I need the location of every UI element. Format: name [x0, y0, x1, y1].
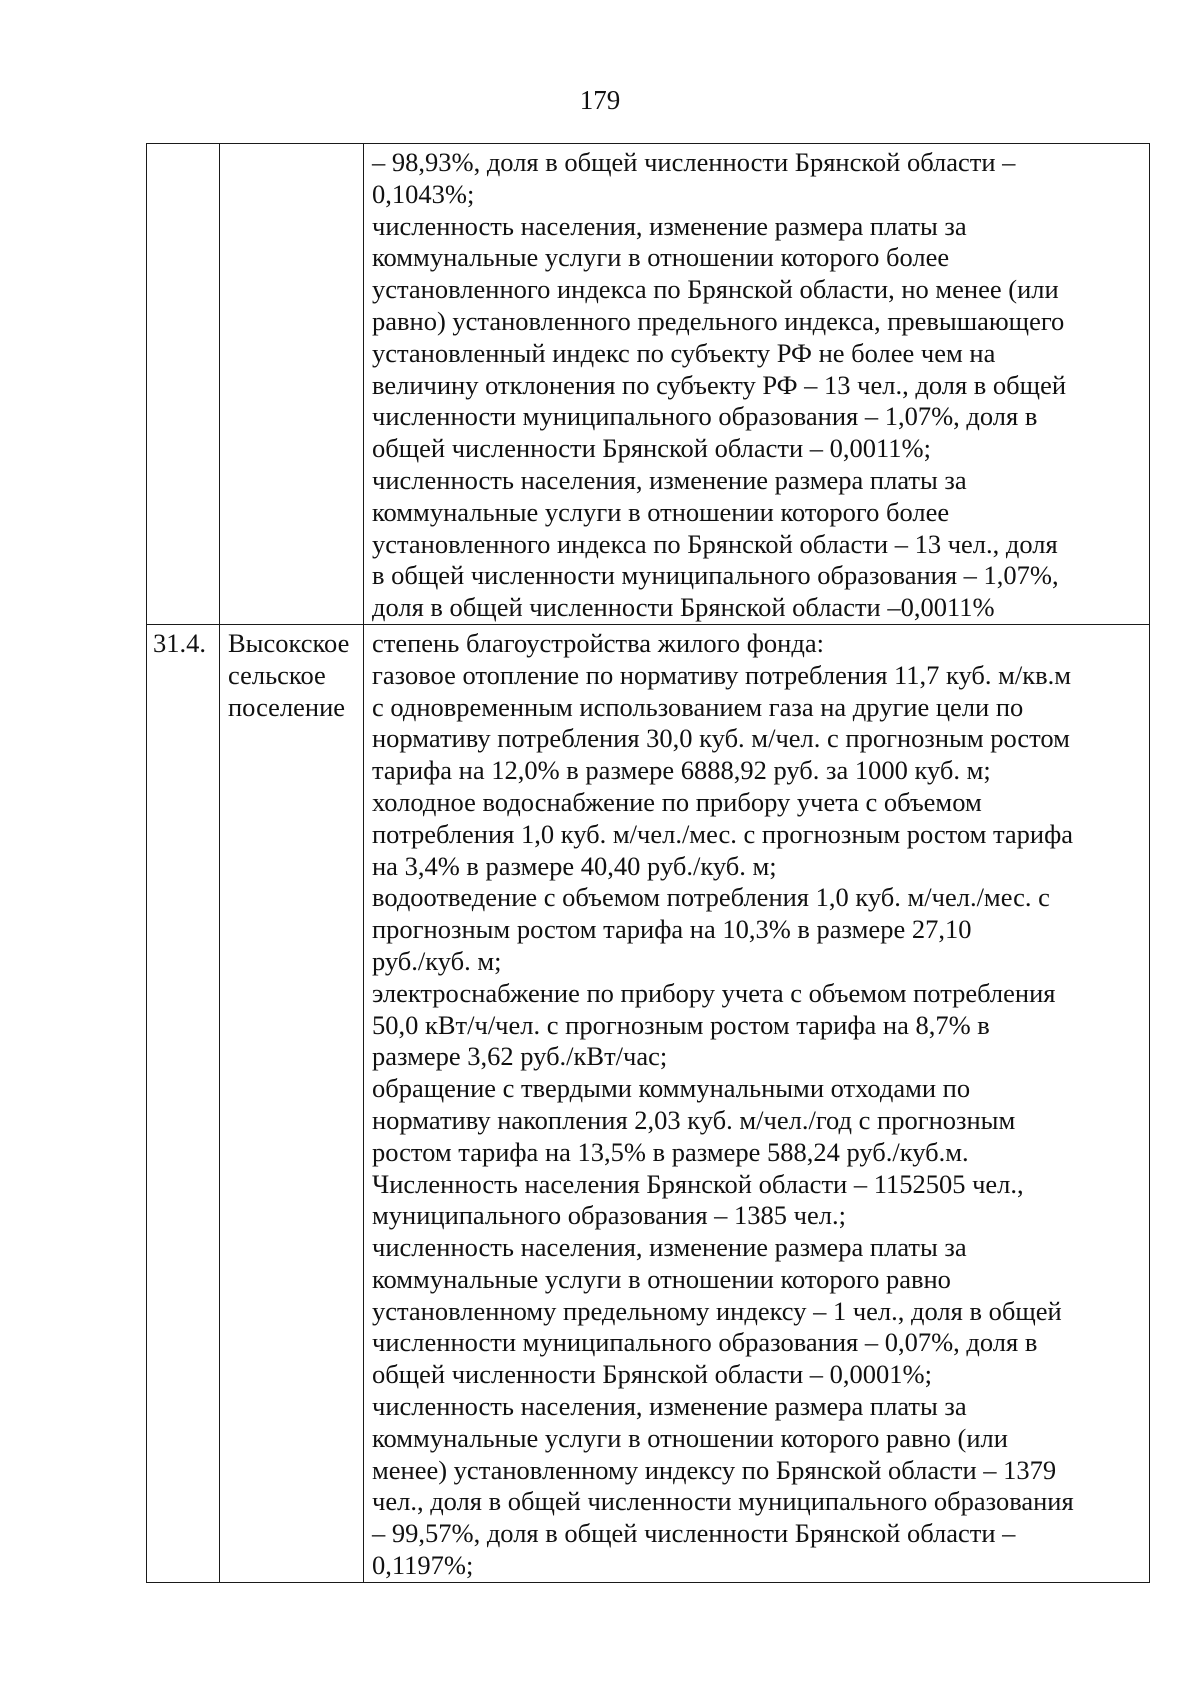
- table-row: [147, 624, 1150, 1582]
- text-line: прогнозным ростом тарифа на 10,3% в размере 27,10: [372, 914, 972, 945]
- text-line: 0,1197%;: [372, 1550, 474, 1581]
- text-line: 50,0 кВт/ч/чел. с прогнозным ростом тарифа на 8,7% в: [372, 1009, 990, 1040]
- municipality-name: [220, 625, 363, 723]
- row-number: 31.4.: [153, 627, 206, 658]
- description-cell: [364, 144, 1150, 625]
- text-line: холодное водоснабжение по прибору учета с объемом: [372, 786, 982, 817]
- text-line: ростом тарифа на 13,5% в размере 588,24 руб./куб.м.: [372, 1136, 969, 1167]
- text-line: с одновременным использованием газа на другие цели по: [372, 691, 1024, 722]
- text-line: численности муниципального образования – 0,07%, доля в: [372, 1327, 1038, 1358]
- text-line: численность населения, изменение размера платы за: [372, 210, 967, 241]
- row-number-cell: [147, 624, 220, 1582]
- text-line: коммунальные услуги в отношении которого более: [372, 242, 950, 273]
- text-line: чел., доля в общей численности муниципального образования: [372, 1486, 1074, 1517]
- row-number: [147, 144, 219, 147]
- text-line: – 99,57%, доля в общей численности Брянской области –: [372, 1518, 1016, 1549]
- text-line: численности муниципального образования – 1,07%, доля в: [372, 401, 1038, 432]
- text-line: коммунальные услуги в отношении которого равно: [372, 1263, 951, 1294]
- text-line: муниципального образования – 1385 чел.;: [372, 1200, 846, 1231]
- text-line: газовое отопление по нормативу потребления 11,7 куб. м/кв.м: [372, 659, 1072, 690]
- text-line: на 3,4% в размере 40,40 руб./куб. м;: [372, 850, 777, 881]
- table-row: [147, 144, 1150, 625]
- municipality-name: [220, 144, 363, 147]
- text-line: численность населения, изменение размера платы за: [372, 1391, 967, 1422]
- text-line: водоотведение с объемом потребления 1,0 куб. м/чел./мес. с: [372, 882, 1050, 913]
- text-line: поселение: [228, 691, 346, 722]
- text-line: коммунальные услуги в отношении которого равно (или: [372, 1422, 1008, 1453]
- text-line: нормативу потребления 30,0 куб. м/чел. с прогнозным ростом: [372, 723, 1070, 754]
- text-line: Численность населения Брянской области – 1152505 чел.,: [372, 1168, 1024, 1199]
- text-line: установленного индекса по Брянской области, но менее (или: [372, 274, 1059, 305]
- description-text: [364, 144, 1149, 624]
- text-line: установленного индекса по Брянской области – 13 чел., доля: [372, 528, 1058, 559]
- municipality-name-cell: [220, 144, 364, 625]
- text-line: – 98,93%, доля в общей численности Брянской области –: [372, 147, 1016, 177]
- text-line: обращение с твердыми коммунальными отходами по: [372, 1073, 971, 1104]
- text-line: численность населения, изменение размера платы за: [372, 464, 967, 495]
- text-line: в общей численности муниципального образования – 1,07%,: [372, 560, 1059, 591]
- text-line: руб./куб. м;: [372, 945, 502, 976]
- page-number: 179: [579, 85, 621, 115]
- row-number-cell: [147, 144, 220, 625]
- text-line: Высокское: [228, 627, 350, 658]
- text-line: коммунальные услуги в отношении которого более: [372, 496, 950, 527]
- text-line: тарифа на 12,0% в размере 6888,92 руб. за 1000 куб. м;: [372, 755, 991, 786]
- text-line: установленному предельному индексу – 1 чел., доля в общей: [372, 1295, 1062, 1326]
- text-line: степень благоустройства жилого фонда:: [372, 627, 824, 658]
- municipal-data-table: [146, 143, 1150, 1583]
- text-line: общей численности Брянской области – 0,0001%;: [372, 1359, 932, 1390]
- text-line: размере 3,62 руб./кВт/час;: [372, 1041, 668, 1072]
- text-line: электроснабжение по прибору учета с объемом потребления: [372, 977, 1056, 1008]
- description-cell: [364, 624, 1150, 1582]
- description-text: [364, 625, 1149, 1582]
- text-line: численность населения, изменение размера платы за: [372, 1232, 967, 1263]
- text-line: установленный индекс по субъекту РФ не более чем на: [372, 337, 996, 368]
- text-line: доля в общей численности Брянской области –0,0011%: [372, 592, 995, 623]
- text-line: 0,1043%;: [372, 178, 475, 209]
- text-line: сельское: [228, 659, 326, 690]
- text-line: равно) установленного предельного индекса, превышающего: [372, 305, 1065, 336]
- text-line: менее) установленному индексу по Брянской области – 1379: [372, 1454, 1057, 1485]
- text-line: нормативу накопления 2,03 куб. м/чел./год с прогнозным: [372, 1104, 1016, 1135]
- municipality-name-cell: [220, 624, 364, 1582]
- text-line: величину отклонения по субъекту РФ – 13 чел., доля в общей: [372, 369, 1067, 400]
- text-line: общей численности Брянской области – 0,0011%;: [372, 433, 931, 464]
- text-line: потребления 1,0 куб. м/чел./мес. с прогнозным ростом тарифа: [372, 818, 1074, 849]
